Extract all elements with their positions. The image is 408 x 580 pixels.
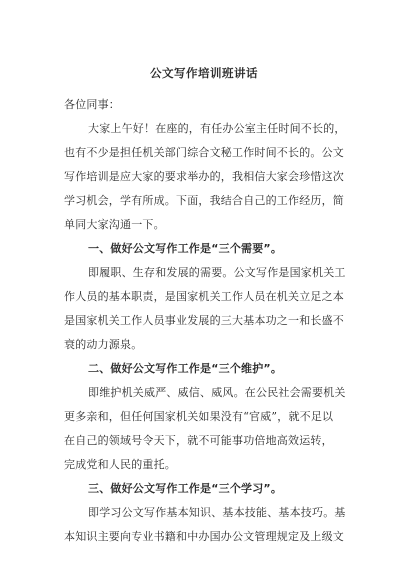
paragraph-line: 单同大家沟通一下。 bbox=[64, 218, 165, 231]
section-heading-3: 三、做好公文写作工作是“三个学习”。 bbox=[88, 482, 283, 495]
paragraph-line: 学习机会，学有所成。下面，我结合自己的工作经历，简 bbox=[64, 194, 344, 207]
paragraph-line: 即履职、生存和发展的需要。公文写作是国家机关工 bbox=[88, 266, 346, 279]
paragraph-line: 即维护机关威严、威信、威风。在公民社会需要机关 bbox=[88, 386, 346, 399]
paragraph-line: 是国家机关工作人员事业发展的三大基本功之一和长盛不 bbox=[64, 314, 344, 327]
salutation: 各位同事： bbox=[64, 98, 120, 111]
document-title: 公文写作培训班讲话 bbox=[150, 66, 258, 80]
paragraph-line: 本知识主要向专业书籍和中办国办公文管理规定及上级文 bbox=[64, 530, 344, 543]
paragraph-line: 完成党和人民的重托。 bbox=[64, 458, 176, 471]
paragraph-line: 也有不少是担任机关部门综合文秘工作时间不长的。公文 bbox=[64, 146, 344, 159]
paragraph-line: 大家上午好！在座的，有任办公室主任时间不长的， bbox=[88, 122, 346, 135]
paragraph-line: 更多亲和，但任何国家机关如果没有“官威”，就不足以 bbox=[64, 410, 334, 423]
paragraph-line: 衰的动力源泉。 bbox=[64, 338, 143, 351]
paragraph-line: 写作培训是应大家的要求举办的，我相信大家会珍惜这次 bbox=[64, 170, 344, 183]
section-heading-1: 一、做好公文写作工作是“三个需要”。 bbox=[88, 242, 283, 255]
section-heading-2: 二、做好公文写作工作是“三个维护”。 bbox=[88, 362, 283, 375]
paragraph-line: 即学习公文写作基本知识、基本技能、基本技巧。基 bbox=[88, 506, 346, 519]
paragraph-line: 在自己的领域号令天下，就不可能事功倍地高效运转， bbox=[64, 434, 333, 447]
paragraph-line: 作人员的基本职责，是国家机关工作人员在机关立足之本 bbox=[64, 290, 344, 303]
